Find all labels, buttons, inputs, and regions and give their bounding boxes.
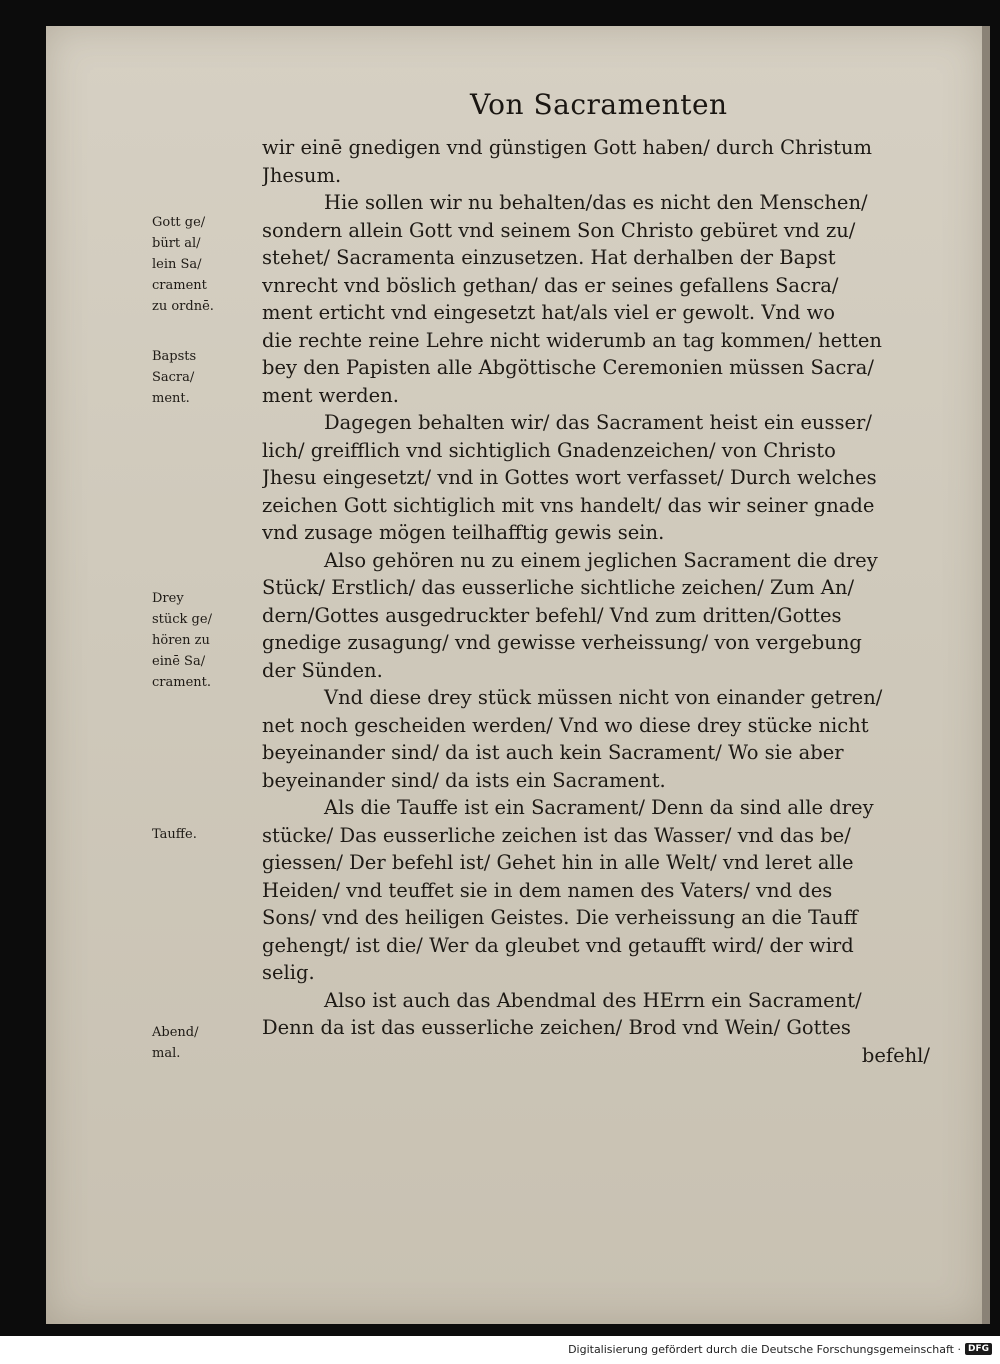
catchword: befehl/: [861, 1043, 930, 1067]
margin-note: [152, 212, 252, 317]
margin-note-line: Abend/: [152, 1025, 199, 1040]
margin-note-line: hören zu: [152, 633, 210, 648]
text-line: wir einē gnedigen vnd günstigen Gott haben/ durch Christum: [262, 136, 873, 159]
margin-note-line: einē Sa/: [152, 654, 206, 669]
text-line: ment werden.: [262, 383, 399, 407]
text-line: Als die Tauffe ist ein Sacrament/ Denn da sind alle drey: [324, 796, 874, 819]
dfg-logo: DFG: [965, 1343, 992, 1355]
text-line: der Sünden.: [262, 658, 383, 682]
text-line: Jhesum.: [262, 163, 342, 187]
margin-note-line: crament: [152, 278, 207, 293]
text-line: zeichen Gott sichtiglich mit vns handelt/ das wir seiner gnade: [262, 493, 875, 517]
margin-note-line: Sacra/: [152, 370, 195, 385]
text-line: beyeinander sind/ da ist auch kein Sacrament/ Wo sie aber: [262, 741, 844, 764]
body-text: [262, 134, 930, 1069]
text-line: sondern allein Gott vnd seinem Son Christo gebüret vnd zu/: [262, 218, 856, 242]
footer-text: Digitalisierung gefördert durch die Deutsche Forschungsgemeinschaft ·: [568, 1342, 961, 1356]
margin-note-line: bürt al/: [152, 236, 201, 251]
margin-note: [152, 588, 252, 693]
text-line: Denn da ist das eusserliche zeichen/ Brod vnd Wein/ Gottes: [262, 1016, 851, 1039]
text-line: stehet/ Sacramenta einzusetzen. Hat derhalben der Bapst: [262, 246, 836, 269]
margin-note-line: lein Sa/: [152, 257, 202, 272]
text-line: Dagegen behalten wir/ das Sacrament heist ein eusser/: [324, 411, 872, 434]
margin-note-line: Tauffe.: [152, 827, 197, 842]
text-line: stücke/ Das eusserliche zeichen ist das Wasser/ vnd das be/: [262, 823, 851, 847]
text-line: Vnd diese drey stück müssen nicht von einander getren/: [324, 686, 883, 709]
margin-note-line: crament.: [152, 675, 211, 690]
text-line: beyeinander sind/ da ists ein Sacrament.: [262, 768, 666, 792]
text-line: net noch gescheiden werden/ Vnd wo diese drey stücke nicht: [262, 713, 869, 737]
text-line: Jhesu eingesetzt/ vnd in Gottes wort verfasset/ Durch welches: [262, 466, 877, 489]
text-line: lich/ greifflich vnd sichtiglich Gnadenzeichen/ von Christo: [262, 438, 836, 462]
margin-note: [152, 346, 252, 409]
text-line: Also ist auch das Abendmal des HErrn ein Sacrament/: [324, 988, 862, 1012]
margin-note: [152, 1022, 252, 1064]
text-line: Sons/ vnd des heiligen Geistes. Die verheissung an die Tauff: [262, 906, 858, 929]
running-head: Von Sacramenten: [470, 88, 728, 121]
text-line: vnrecht vnd böslich gethan/ das er seines gefallens Sacra/: [262, 273, 839, 297]
text-line: Also gehören nu zu einem jeglichen Sacrament die drey: [324, 548, 878, 572]
text-line: ment erticht vnd eingesetzt hat/als viel er gewolt. Vnd wo: [262, 301, 836, 324]
margin-note: [152, 824, 252, 845]
text-line: giessen/ Der befehl ist/ Gehet hin in alle Welt/ vnd leret alle: [262, 851, 854, 874]
margin-note-line: Bapsts: [152, 349, 197, 364]
margin-note-line: Drey: [152, 591, 184, 606]
text-line: Hie sollen wir nu behalten/das es nicht den Menschen/: [324, 191, 868, 214]
text-line: die rechte reine Lehre nicht widerumb an tag kommen/ hetten: [262, 328, 882, 352]
text-line: gnedige zusagung/ vnd gewisse verheissung/ von vergebung: [262, 631, 862, 654]
margin-note-line: stück ge/: [152, 612, 212, 627]
text-line: vnd zusage mögen teilhafftig gewis sein.: [262, 521, 665, 544]
margin-note-line: Gott ge/: [152, 215, 206, 230]
margin-note-line: ment.: [152, 391, 190, 406]
page-edge: [982, 26, 990, 1324]
footer: [568, 1340, 992, 1358]
text-line: selig.: [262, 961, 315, 984]
text-line: gehengt/ ist die/ Wer da gleubet vnd getaufft wird/ der wird: [262, 933, 854, 957]
margin-note-line: zu ordnē.: [152, 299, 214, 314]
text-line: bey den Papisten alle Abgöttische Ceremonien müssen Sacra/: [262, 356, 874, 379]
text-line: Heiden/ vnd teuffet sie in dem namen des Vaters/ vnd des: [262, 878, 833, 902]
margin-note-line: mal.: [152, 1046, 181, 1061]
text-line: Stück/ Erstlich/ das eusserliche sichtliche zeichen/ Zum An/: [262, 576, 855, 599]
text-line: dern/Gottes ausgedruckter befehl/ Vnd zum dritten/Gottes: [262, 603, 842, 627]
